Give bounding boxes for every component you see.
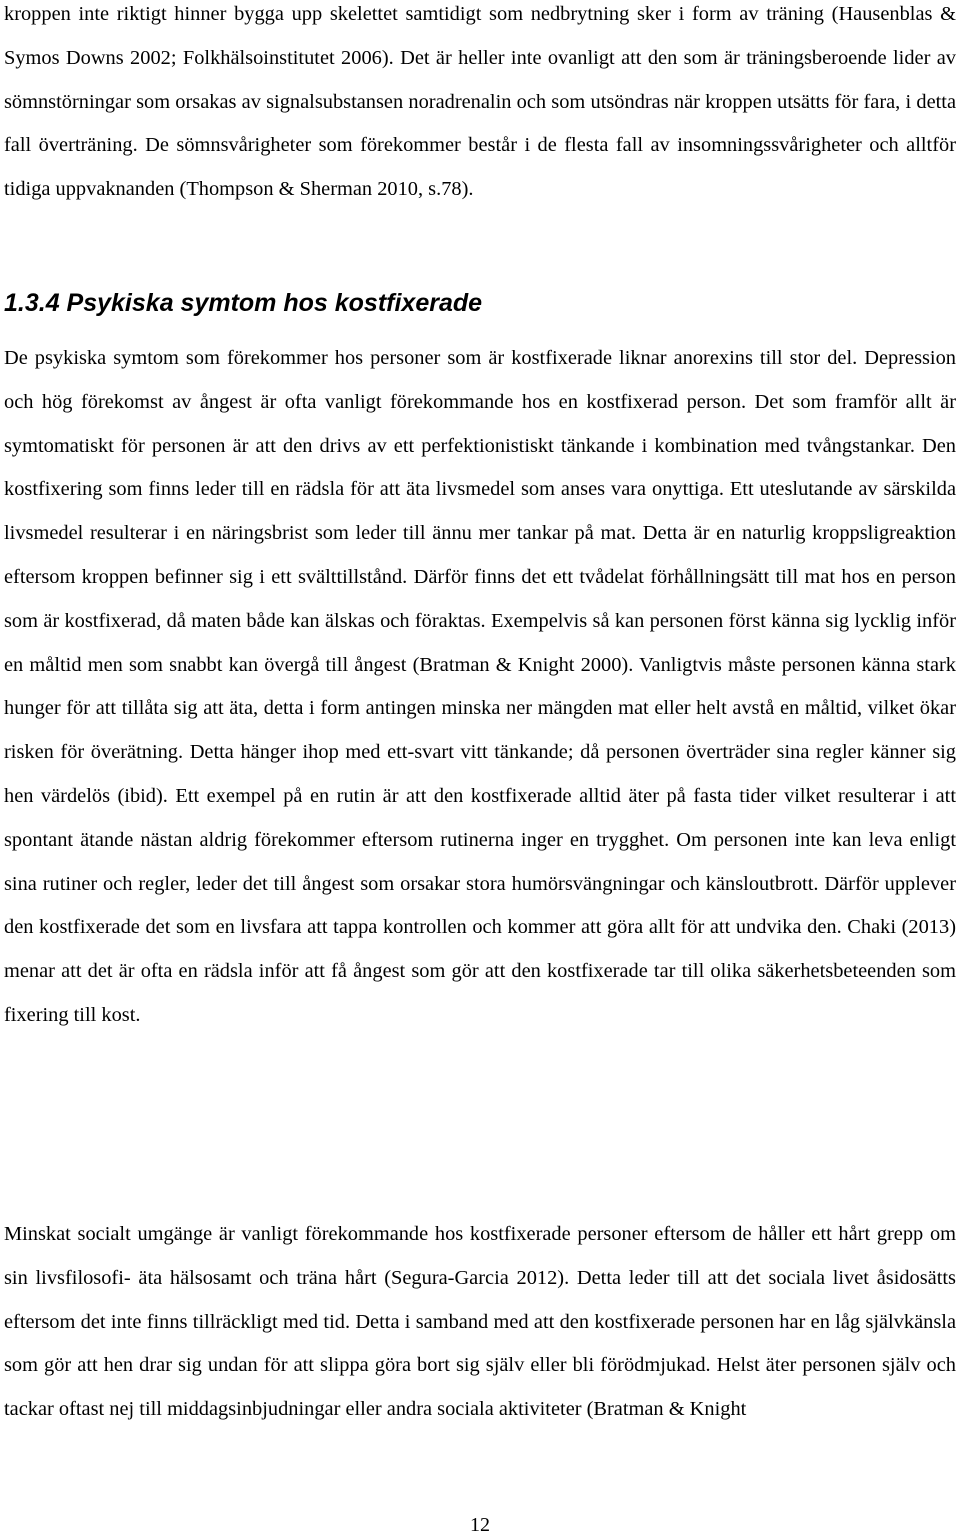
social-paragraph: Minskat socialt umgänge är vanligt förekommande hos kostfixerade personer eftersom de håller ett hårt grepp om sin livsfilosofi- äta hälsosamt och träna hårt (Segura-Garcia 2012). Detta leder till att det sociala livet åsidosätts eftersom det inte finns tillräckligt med tid. Detta i samband med att den kostfixerade personen har en låg självkänsla som gör att hen drar sig undan för att slippa göra bort sig själv eller bli förödmjukad. Helst äter personen själv och tackar oftast nej till middagsinbjudningar eller andra sociala aktiviteter (Bratman & Knight: [4, 1223, 956, 1421]
page-number: 12: [470, 1514, 490, 1536]
main-paragraph: De psykiska symtom som förekommer hos personer som är kostfixerade liknar anorexins till stor del. Depression och hög förekomst av ångest är ofta vanligt förekommande hos en kostfixerad person. Det som framför allt är symtomatiskt för personen är att den drivs av ett perfektionistiskt tänkande i kombination med tvångstankar. Den kostfixering som finns leder till en rädsla för att äta livsmedel som anses vara onyttiga. Ett uteslutande av särskilda livsmedel resulterar i en näringsbrist som leder till ännu mer tankar på mat. Detta är en naturlig kroppsligreaktion eftersom kroppen befinner sig i ett svälttillstånd. Därför finns det ett tvådelat förhållningsätt till mat hos en person som är kostfixerad, då maten både kan älskas och föraktas. Exempelvis så kan personen först känna sig lycklig inför en måltid men som snabbt kan övergå till ångest (Bratman & Knight 2000). Vanligtvis måste personen känna stark hunger för att tillåta sig att äta, detta i form antingen minska ner mängden mat eller helt avstå en måltid, vilket ökar risken för överätning. Detta hänger ihop med ett-svart vitt tänkande; då personen överträder sina regler känner sig hen värdelös (ibid). Ett exempel på en rutin är att den kostfixerade alltid äter på fasta tider vilket resulterar i att spontant ätande nästan aldrig förekommer eftersom rutinerna inger en trygghet. Om personen inte kan leva enligt sina rutiner och regler, leder det till ångest som orsakar stora humörsvängningar och känsloutbrott. Därför upplever den kostfixerade det som en livsfara att tappa kontrollen och kommer att göra allt för att undvika den. Chaki (2013) menar att det är ofta en rädsla inför att få ångest som gör att den kostfixerade tar till olika säkerhetsbeteenden som fixering till kost.: [4, 347, 956, 1026]
intro-paragraph: kroppen inte riktigt hinner bygga upp skelettet samtidigt som nedbrytning sker i form av träning (Hausenblas & Symos Downs 2002; Folkhälsoinstitutet 2006). Det är heller inte ovanligt att den som är träningsberoende lider av sömnstörningar som orsakas av signalsubstansen noradrenalin och som utsöndras när kroppen utsätts för fara, i detta fall överträning. De sömnsvårigheter som förekommer består i de flesta fall av insomningssvårigheter och alltför tidiga uppvaknanden (Thompson & Sherman 2010, s.78).: [4, 3, 956, 201]
section-heading: 1.3.4 Psykiska symtom hos kostfixerade: [4, 289, 483, 317]
